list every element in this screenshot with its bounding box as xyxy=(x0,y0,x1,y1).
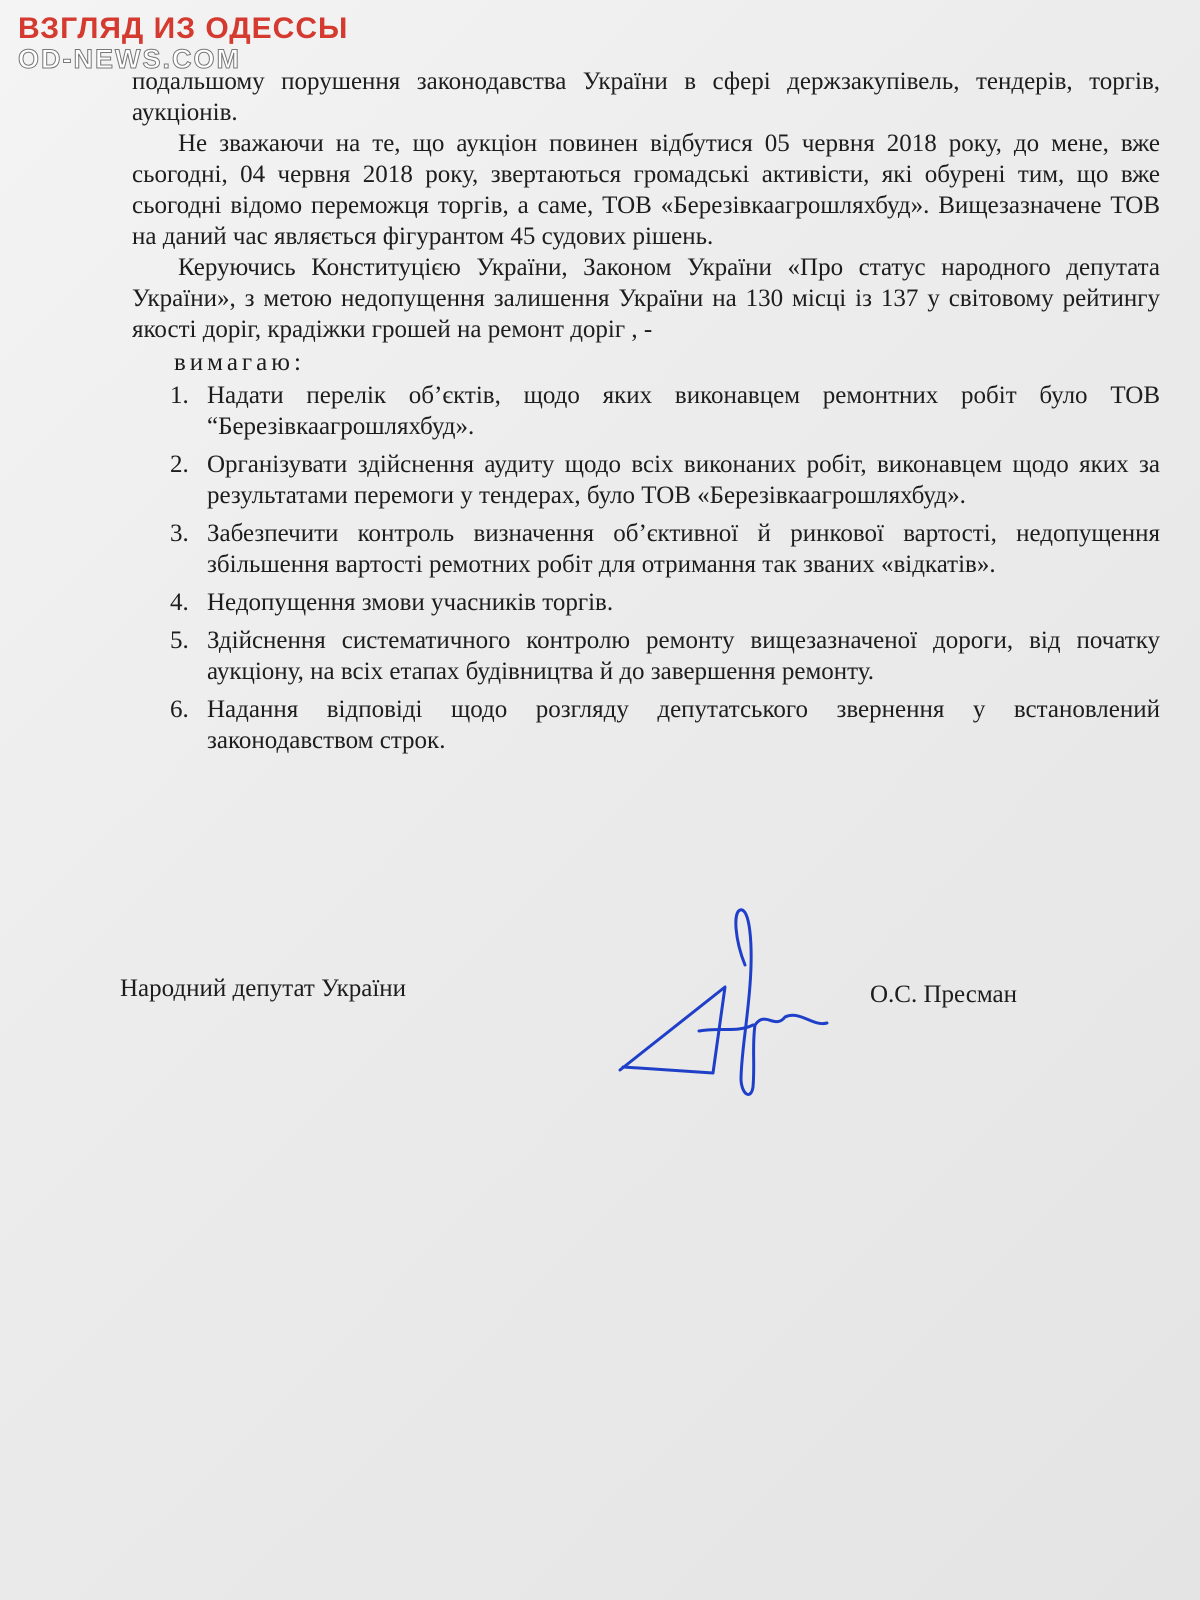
letter-body xyxy=(132,66,1160,763)
paragraph-continuation: подальшому порушення законодавства України в сфері держзакупівель, тендерів, торгів, аукціонів. xyxy=(132,68,1160,126)
demand-text: Організувати здійснення аудиту щодо всіх виконаних робіт, виконавцем щодо яких за результатами перемоги у тендерах, було ТОВ «Березівкаагрошляхбуд». xyxy=(207,451,1160,509)
demand-number: 4. xyxy=(170,589,189,616)
demand-text: Надати перелік об’єктів, щодо яких виконавцем ремонтних робіт було ТОВ “Березівкаагрошляхбуд». xyxy=(207,382,1160,440)
demand-item-5 xyxy=(132,625,1160,687)
demand-number: 6. xyxy=(170,696,189,723)
demand-heading: вимагаю: xyxy=(174,349,305,376)
signatory-title: Народний депутат України xyxy=(120,975,407,1002)
demand-text: Недопущення змови учасників торгів. xyxy=(207,589,614,616)
demand-number: 5. xyxy=(170,627,189,654)
watermark-title: ВЗГЛЯД ИЗ ОДЕССЫ xyxy=(18,12,349,45)
demand-item-2 xyxy=(132,449,1160,511)
demand-number: 2. xyxy=(170,451,189,478)
paragraph-auction: Не зважаючи на те, що аукціон повинен відбутися 05 червня 2018 року, до мене, вже сьогодні, 04 червня 2018 року, звертаються громадські активісти, які обурені тим, що вже сьогодні відомо переможця торгів, а саме, ТОВ «Березівкаагрошляхбуд». Вищезазначене ТОВ на даний час являється фігурантом 45 судових рішень. xyxy=(132,130,1160,250)
demand-item-3 xyxy=(132,518,1160,580)
site-watermark xyxy=(18,14,348,73)
demand-number: 1. xyxy=(170,382,189,409)
demand-text: Забезпечити контроль визначення об’єктивної й ринкової вартості, недопущення збільшення вартості ремотних робіт для отримання так званих «відкатів». xyxy=(207,520,1160,578)
paragraph-legal-basis: Керуючись Конституцією України, Законом України «Про статус народного депутата України», з метою недопущення залишення України на 130 місці із 137 у світовому рейтингу якості доріг, крадіжки грошей на ремонт доріг , - xyxy=(132,254,1160,343)
demand-number: 3. xyxy=(170,520,189,547)
demand-text: Надання відповіді щодо розгляду депутатського звернення у встановлений законодавством строк. xyxy=(207,696,1160,754)
demand-item-1 xyxy=(132,380,1160,442)
watermark-domain: OD-NEWS.COM xyxy=(18,44,241,74)
demands-list xyxy=(132,380,1160,756)
signatory-name: О.С. Пресман xyxy=(870,981,1017,1008)
demand-item-6 xyxy=(132,694,1160,756)
demand-item-4 xyxy=(132,587,1160,618)
demand-text: Здійснення систематичного контролю ремонту вищезазначеної дороги, від початку аукціону, на всіх етапах будівництва й до завершення ремонту. xyxy=(207,627,1160,685)
handwritten-signature xyxy=(615,905,845,1110)
